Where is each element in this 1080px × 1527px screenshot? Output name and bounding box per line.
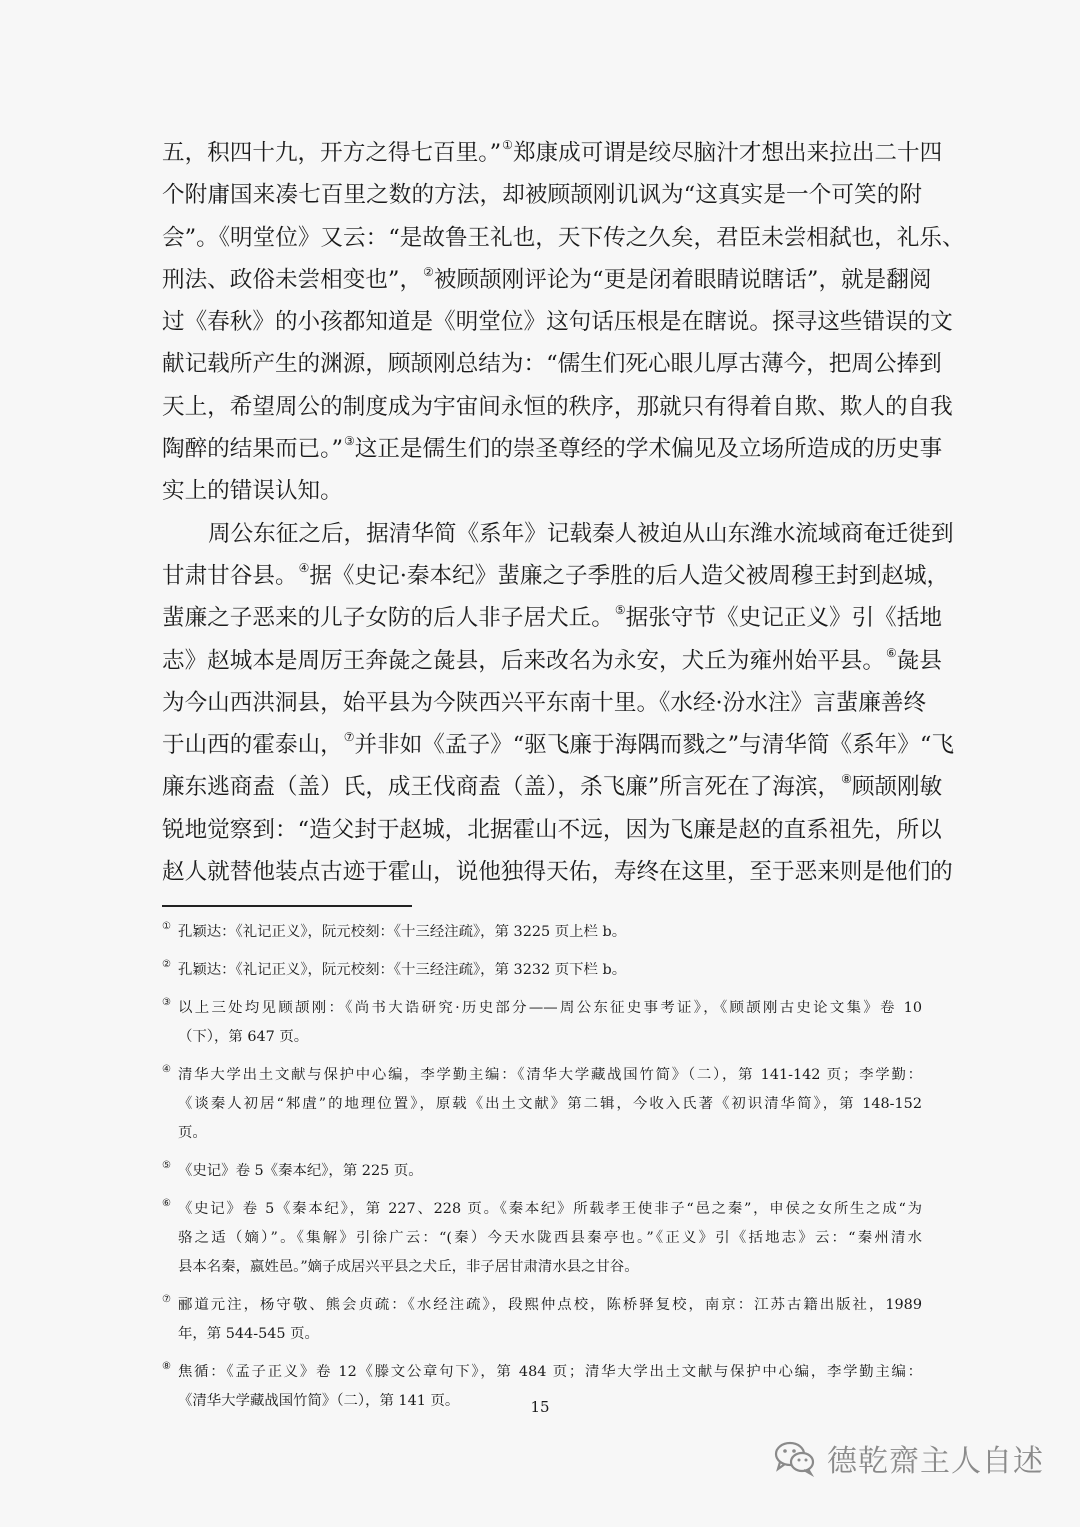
footnote-line: （下），第 647 页。 (178, 1029, 309, 1045)
footnote-line: 骆之适（嫡）”。《集解》引徐广云：“(秦）今天水陇西县秦亭也。”《正义》引《括地志》云：“秦州清水 (178, 1230, 922, 1246)
footnote-separator (162, 905, 412, 907)
body-line (162, 640, 942, 682)
footnote-line: 《史记》卷 5《秦本纪》，第 227、228 页。《秦本纪》所载孝王使非子“邑之秦”，申侯之女所生之成“为 (178, 1201, 922, 1217)
footnote-mark: ① (162, 921, 171, 932)
body-line (162, 766, 943, 808)
body-line (162, 386, 953, 428)
body-line (162, 555, 950, 597)
body-text-run: 顾颉刚敏 (851, 774, 943, 801)
footnote (162, 1157, 922, 1186)
body-text-run: 志》赵城本是周厉王奔彘之彘县，后来改名为永安，犬丘为雍州始平县。 (162, 647, 885, 674)
body-line (162, 597, 942, 639)
footnote-mark: ⑤ (162, 1160, 171, 1171)
footnote-line: 《清华大学藏战国竹简》（二），第 141 页。 (178, 1393, 460, 1409)
body-text-run: 被顾颉刚评论为“更是闭着眼睛说瞎话”，就是翻阅 (433, 266, 932, 293)
footnote (162, 1291, 922, 1349)
body-text-run: 陶醉的结果而已。” (162, 436, 344, 463)
footnote (162, 994, 922, 1052)
watermark (773, 1436, 1044, 1480)
body-line (162, 301, 953, 343)
body-line (162, 174, 922, 216)
footnote-line: 清华大学出土文献与保护中心编，李学勤主编：《清华大学藏战国竹简》（二），第 141-142 页；李学勤： (178, 1067, 922, 1083)
footnote-line: 页。 (178, 1125, 207, 1141)
footnote-ref: ⑥ (886, 645, 897, 660)
body-text-run: 甘肃甘谷县。 (162, 562, 298, 589)
footnote (162, 1195, 922, 1282)
body-text-run: 蜚廉之子恶来的儿子女防的后人非子居犬丘。 (162, 605, 614, 632)
body-text-run: 于山西的霍泰山， (162, 732, 343, 759)
footnote-ref: ⑤ (614, 603, 626, 618)
body-text-run: 过《春秋》的小孩都知道是《明堂位》这句话压根是在瞎说。探寻这些错误的文 (162, 309, 953, 336)
body-text-run: 郑康成可谓是绞尽脑汁才想出来拉出二十四 (512, 140, 943, 166)
body-line (162, 343, 942, 385)
page-number: 15 (530, 1398, 550, 1416)
footnote-line: 焦循：《孟子正义》卷 12《滕文公章句下》，第 484 页；清华大学出土文献与保护中心编，李学勤主编： (178, 1364, 922, 1380)
body-text-run: 天上，希望周公的制度成为宇宙间永恒的秩序，那就只有得着自欺、欺人的自我 (162, 393, 953, 420)
footnote-ref: ① (502, 138, 513, 152)
body-text-run: 据张守节《史记正义》引《括地 (625, 605, 942, 632)
body-text-run: 这正是儒生们的崇圣尊经的学术偏见及立场所造成的历史事 (354, 436, 943, 463)
body-text-run: 并非如《孟子》“驱飞廉于海隅而戮之”与清华简《系年》“飞 (354, 732, 955, 759)
footnote-mark: ⑥ (162, 1198, 171, 1209)
footnote (162, 956, 922, 985)
body-line (162, 851, 953, 893)
footnote-mark: ④ (162, 1064, 171, 1075)
footnote-ref: ③ (344, 434, 355, 449)
body-text-run: 据《史记·秦本纪》蜚廉之子季胜的后人造父被周穆王封到赵城， (309, 562, 950, 589)
body-text-run: 会”。《明堂位》又云：“是故鲁王礼也，天下传之久矣，君臣未尝相弑也，礼乐、 (162, 224, 965, 251)
footnote-mark: ② (162, 959, 171, 970)
footnote-ref: ② (423, 264, 434, 279)
body-line (162, 809, 942, 851)
body-text-run: 锐地觉察到：“造父封于赵城，北据霍山不远，因为飞廉是赵的直系祖先，所以 (162, 816, 942, 843)
body-text-run: 彘县 (896, 647, 942, 674)
footnote-line: 孔颖达：《礼记正义》，阮元校刻：《十三经注疏》，第 3225 页上栏 b。 (178, 924, 627, 940)
body-text-run: 个附庸国来凑七百里之数的方法，却被顾颉刚讥讽为“这真实是一个可笑的附 (162, 182, 922, 209)
body-text-run: 赵人就替他装点古迹于霍山，说他独得天佑，寿终在这里，至于恶来则是他们的 (162, 859, 953, 886)
body-text-run: 廉东逃商盍（盖）氏，成王伐商盍（盖），杀飞廉”所言死在了海滨， (162, 774, 841, 801)
body-line (162, 259, 932, 301)
body-line (162, 428, 943, 470)
body-line (162, 682, 927, 724)
body-text-run: 刑法、政俗未尝相变也”， (162, 266, 423, 293)
footnote-line: 郦道元注，杨守敬、熊会贞疏：《水经注疏》，段熙仲点校，陈桥驿复校，南京：江苏古籍出版社，1989 (178, 1297, 922, 1313)
footnote-ref: ④ (298, 560, 310, 575)
footnote-mark: ③ (162, 997, 171, 1008)
body-line (162, 217, 965, 259)
body-line (162, 470, 922, 512)
footnote (162, 918, 922, 947)
footnotes (162, 918, 922, 1425)
footnote-line: 《谈秦人初居“邾虘”的地理位置》，原载《出土文献》第二辑，今收入氏著《初识清华简》，第 148-152 (178, 1096, 922, 1112)
body-text (162, 132, 965, 893)
body-line (162, 724, 955, 766)
watermark-text: 德乾齋主人自述 (827, 1444, 1044, 1479)
body-text-run: 为今山西洪洞县，始平县为今陕西兴平东南十里。《水经·汾水注》言蜚廉善终 (162, 689, 927, 716)
body-text-run: 献记载所产生的渊源，顾颉刚总结为：“儒生们死心眼儿厚古薄今，把周公捧到 (162, 351, 942, 378)
body-text-run: 五，积四十九，开方之得七百里。” (162, 140, 502, 166)
body-text-run: 实上的错误认知。 (162, 478, 343, 505)
footnote-ref: ⑧ (841, 772, 852, 787)
body-text-run: 周公东征之后，据清华简《系年》记载秦人被迫从山东潍水流域商奄迁徙到 (208, 520, 954, 547)
footnote-line: 《史记》卷 5《秦本纪》，第 225 页。 (178, 1163, 423, 1179)
footnote-ref: ⑦ (343, 730, 355, 745)
body-line (162, 132, 943, 174)
footnote-mark: ⑦ (162, 1294, 171, 1305)
wechat-icon (773, 1439, 817, 1477)
footnote-mark: ⑧ (162, 1361, 171, 1372)
footnote-line: 孔颖达：《礼记正义》，阮元校刻：《十三经注疏》，第 3232 页下栏 b。 (178, 962, 627, 978)
body-line (162, 513, 954, 555)
footnote (162, 1061, 922, 1148)
footnote-line: 县本名秦，嬴姓邑。”嫡子成居兴平县之犬丘，非子居甘肃清水县之甘谷。 (178, 1259, 639, 1275)
footnote-line: 以上三处均见顾颉刚：《尚书大诰研究·历史部分——周公东征史事考证》，《顾颉刚古史论文集》卷 10 (178, 1000, 922, 1016)
footnote-line: 年，第 544-545 页。 (178, 1326, 319, 1342)
